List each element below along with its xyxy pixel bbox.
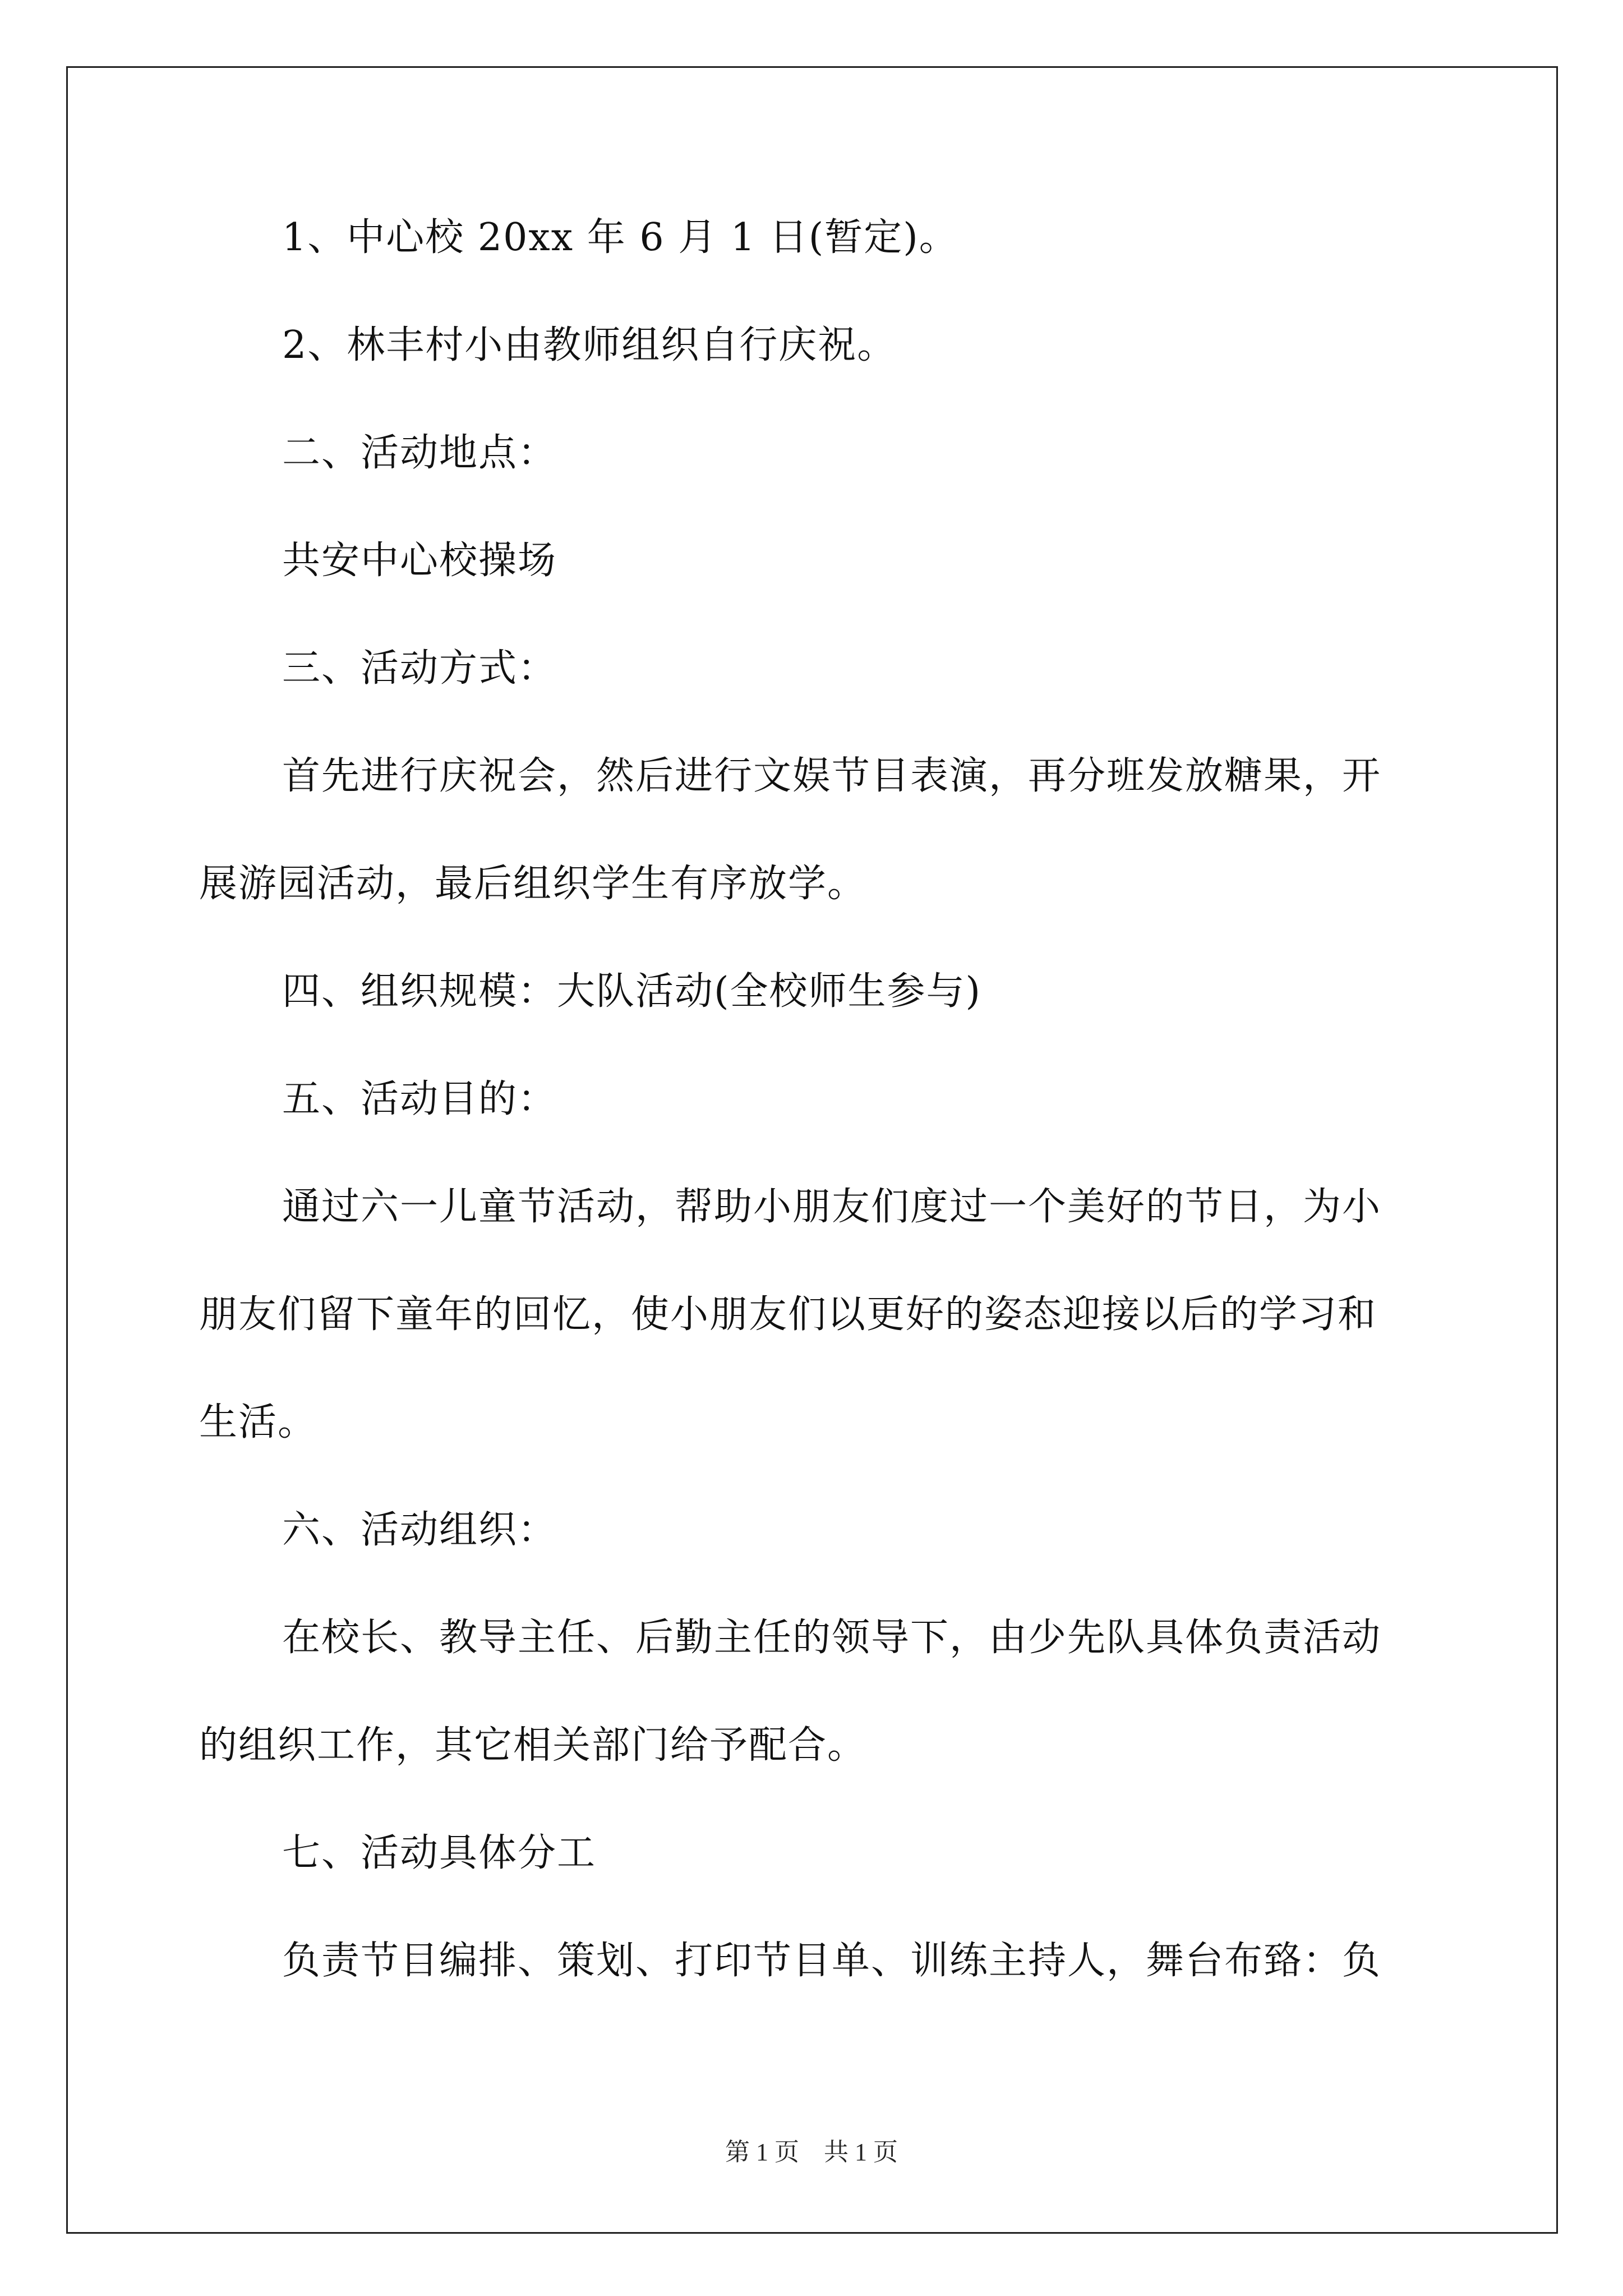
section-heading: 五、活动目的： — [282, 1077, 557, 1121]
text-line: 在校长、教导主任、后勤主任的领导下，由少先队具体负责活动 — [282, 1616, 1382, 1660]
text-line: 展游园活动，最后组织学生有序放学。 — [199, 862, 867, 906]
text-line: 生活。 — [199, 1400, 317, 1444]
section-heading: 四、组织规模：大队活动(全校师生参与) — [282, 969, 982, 1014]
section-heading: 二、活动地点： — [282, 431, 557, 475]
text-line: 朋友们留下童年的回忆，使小朋友们以更好的姿态迎接以后的学习和 — [199, 1292, 1377, 1337]
text-line: 负责节目编排、策划、打印节目单、训练主持人，舞台布臵：负 — [282, 1939, 1382, 1983]
text-line: 的组织工作，其它相关部门给予配合。 — [199, 1723, 867, 1768]
section-heading: 三、活动方式： — [282, 646, 557, 691]
text-line: 1、中心校 20xx 年 6 月 1 日(暂定)。 — [282, 215, 958, 260]
page-border — [66, 66, 1558, 2234]
text-line: 首先进行庆祝会，然后进行文娱节目表演，再分班发放糖果，开 — [282, 754, 1382, 798]
section-heading: 六、活动组织： — [282, 1508, 557, 1552]
text-line: 通过六一儿童节活动，帮助小朋友们度过一个美好的节日，为小 — [282, 1185, 1382, 1229]
page-footer: 第 1 页 共 1 页 — [725, 2138, 898, 2166]
text-line: 共安中心校操场 — [282, 539, 557, 583]
text-line: 2、林丰村小由教师组织自行庆祝。 — [282, 323, 897, 367]
section-heading: 七、活动具体分工 — [282, 1831, 597, 1875]
